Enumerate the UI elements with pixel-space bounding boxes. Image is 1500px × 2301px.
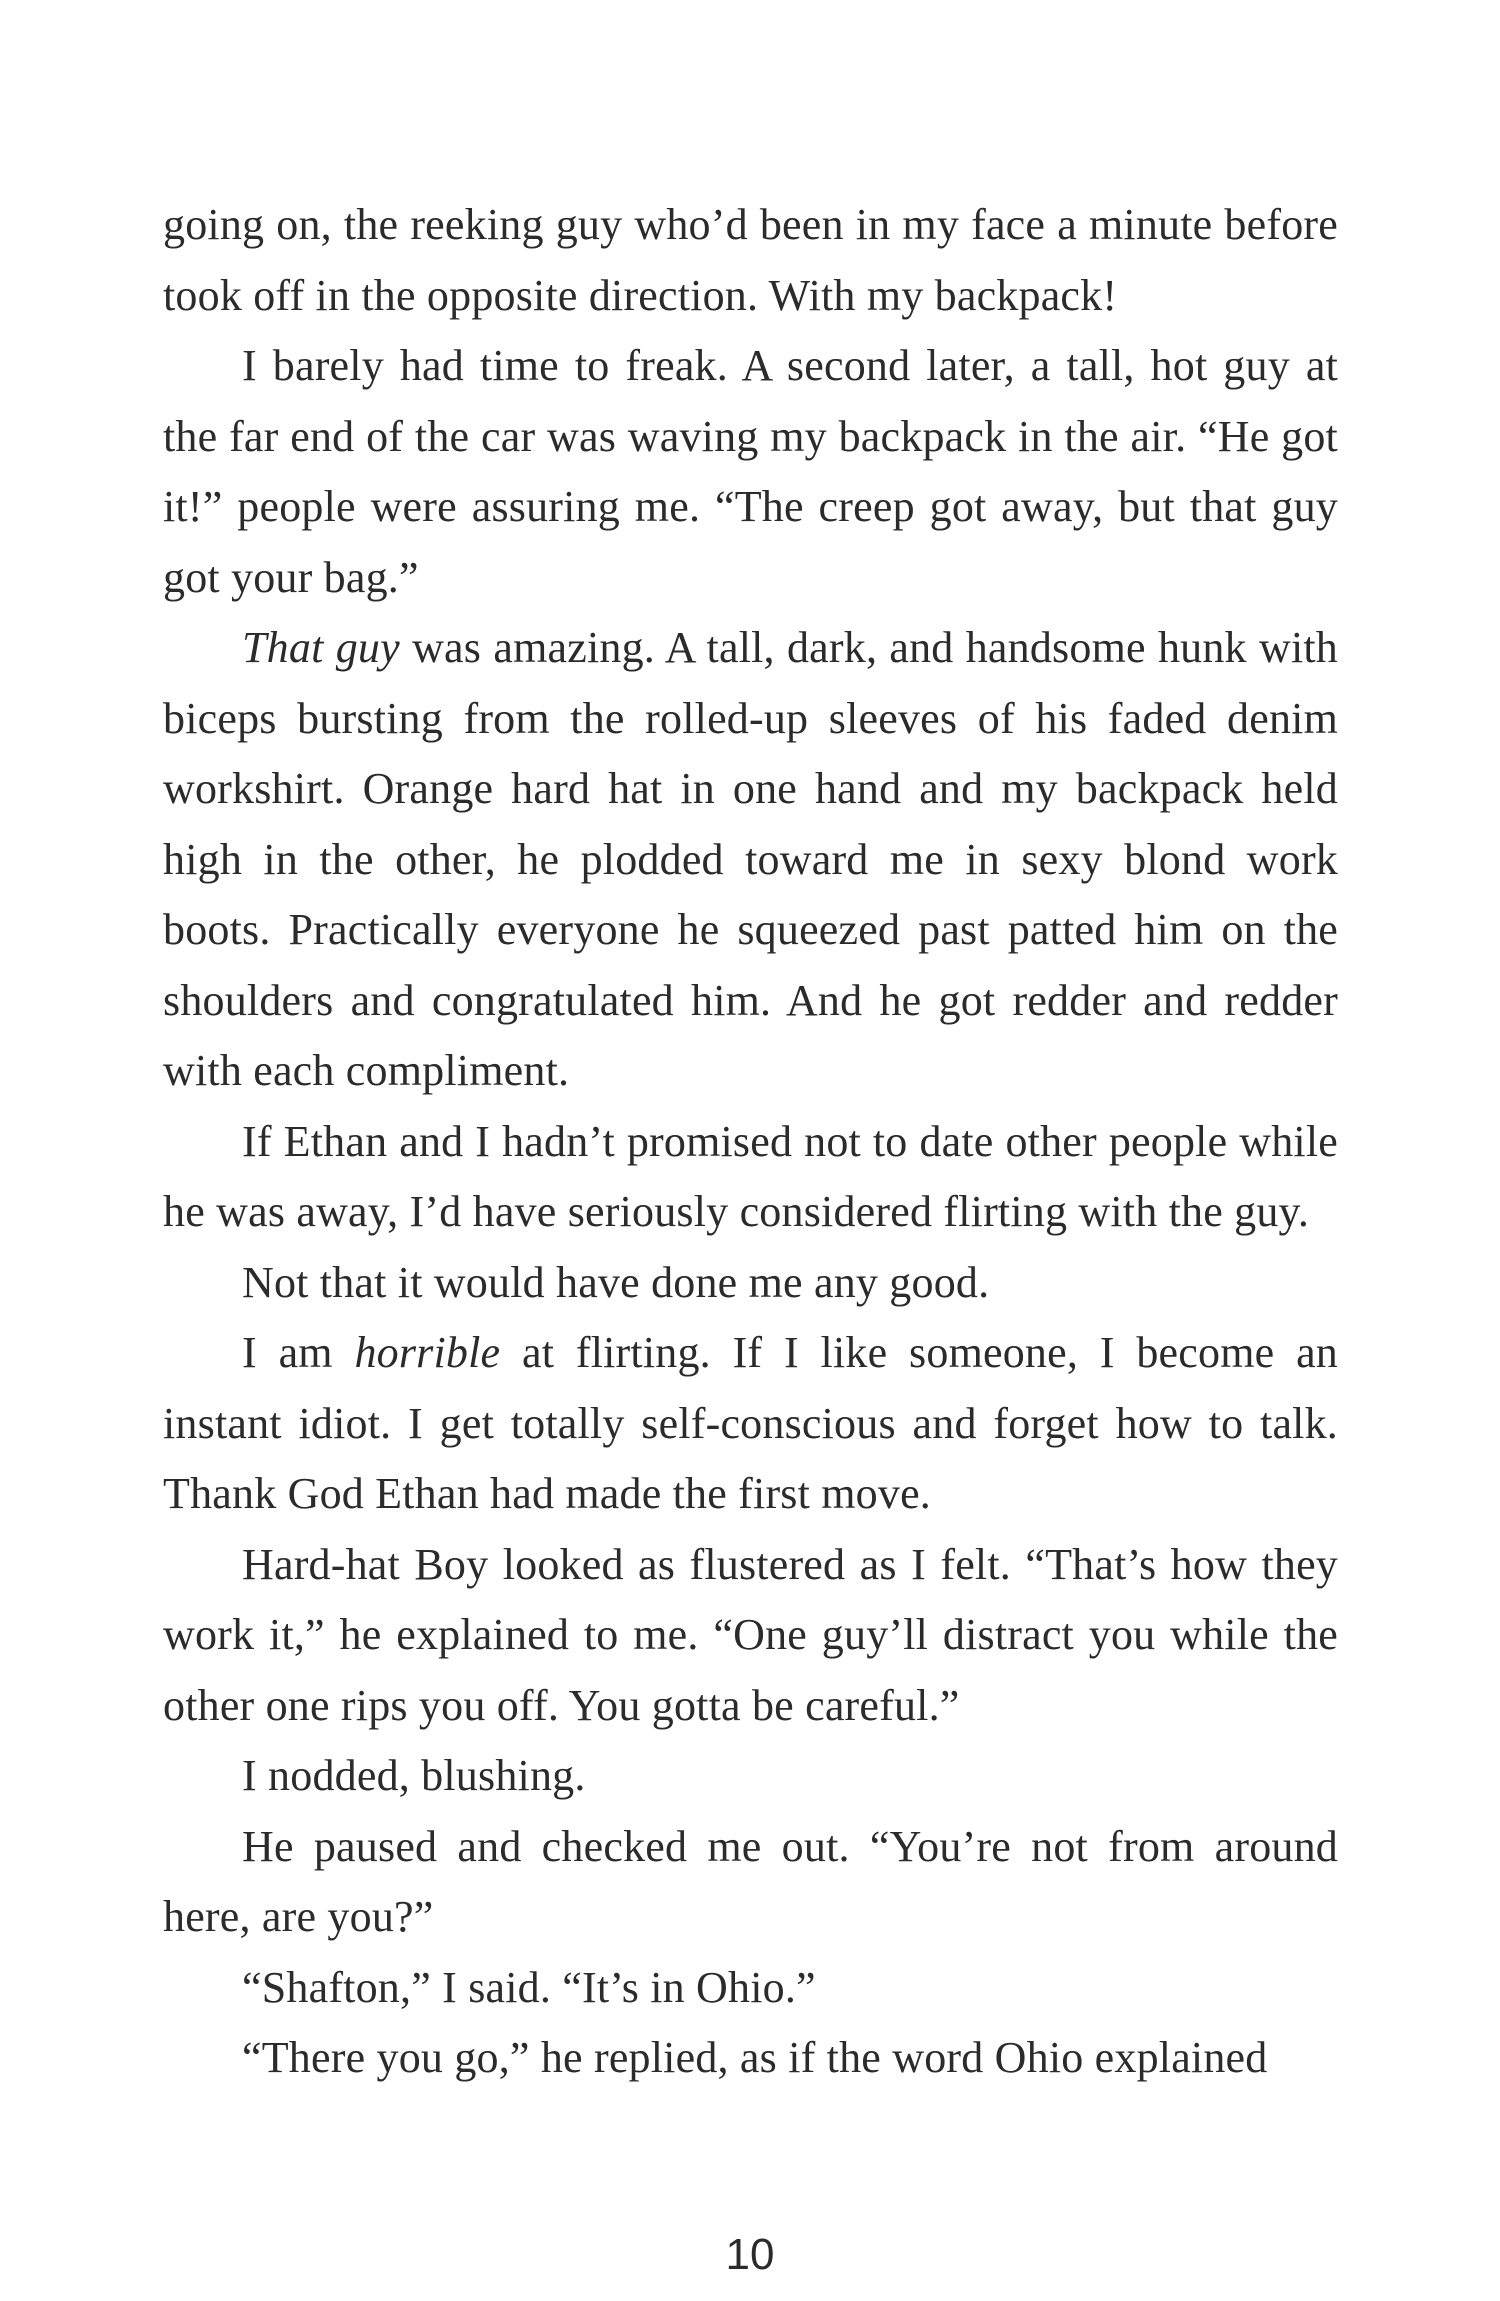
paragraph-text: I am <box>242 1328 355 1377</box>
paragraph <box>163 1318 1338 1530</box>
paragraph <box>163 2023 1338 2094</box>
paragraph <box>163 1953 1338 2024</box>
paragraph <box>163 190 1338 331</box>
italic-text: horrible <box>354 1328 501 1377</box>
body-text <box>163 190 1338 2094</box>
paragraph-text: was amazing. A tall, dark, and handsome hunk with biceps bursting from the rolled-up sleeves of his faded denim workshirt. Orange hard hat in one hand and my backpack held high in the other, he plodded toward me in sexy blond work boots. Practically everyone he squeezed past patted him on the shoulders and congratulated him. And he got redder and redder with each compliment. <box>163 623 1338 1095</box>
paragraph <box>163 1530 1338 1742</box>
paragraph <box>163 613 1338 1107</box>
paragraph-text: Not that it would have done me any good. <box>242 1257 990 1307</box>
paragraph-text: I nodded, blushing. <box>242 1751 586 1800</box>
page-number: 10 <box>725 2230 775 2279</box>
paragraph-text: at flirting. If I like someone, I become an instant idiot. I get totally self-conscious and forget how to talk. Thank God Ethan had made the first move. <box>163 1328 1338 1518</box>
paragraph-text: I barely had time to freak. A second later, a tall, hot guy at the far end of the car was waving my backpack in the air. “He got it!” people were assuring me. “The creep got away, but that guy got your bag.” <box>163 341 1338 602</box>
paragraph <box>163 1248 1338 1319</box>
paragraph <box>163 1107 1338 1248</box>
paragraph-text: Hard-hat Boy looked as flustered as I felt. “That’s how they work it,” he explained to me. “One guy’ll distract you while the other one rips you off. You gotta be careful.” <box>163 1539 1338 1730</box>
paragraph-text: If Ethan and I hadn’t promised not to date other people while he was away, I’d have seriously considered flirting with the guy. <box>163 1116 1338 1236</box>
paragraph-text: going on, the reeking guy who’d been in my face a minute before took off in the opposite direction. With my backpack! <box>163 200 1338 320</box>
paragraph <box>163 1812 1338 1953</box>
italic-text: That guy <box>242 623 400 672</box>
paragraph <box>163 1741 1338 1812</box>
paragraph-text: “There you go,” he replied, as if the word Ohio explained <box>242 2033 1268 2082</box>
paragraph <box>163 331 1338 613</box>
paragraph-text: “Shafton,” I said. “It’s in Ohio.” <box>242 1962 816 2012</box>
paragraph-text: He paused and checked me out. “You’re not from around here, are you?” <box>163 1821 1338 1941</box>
